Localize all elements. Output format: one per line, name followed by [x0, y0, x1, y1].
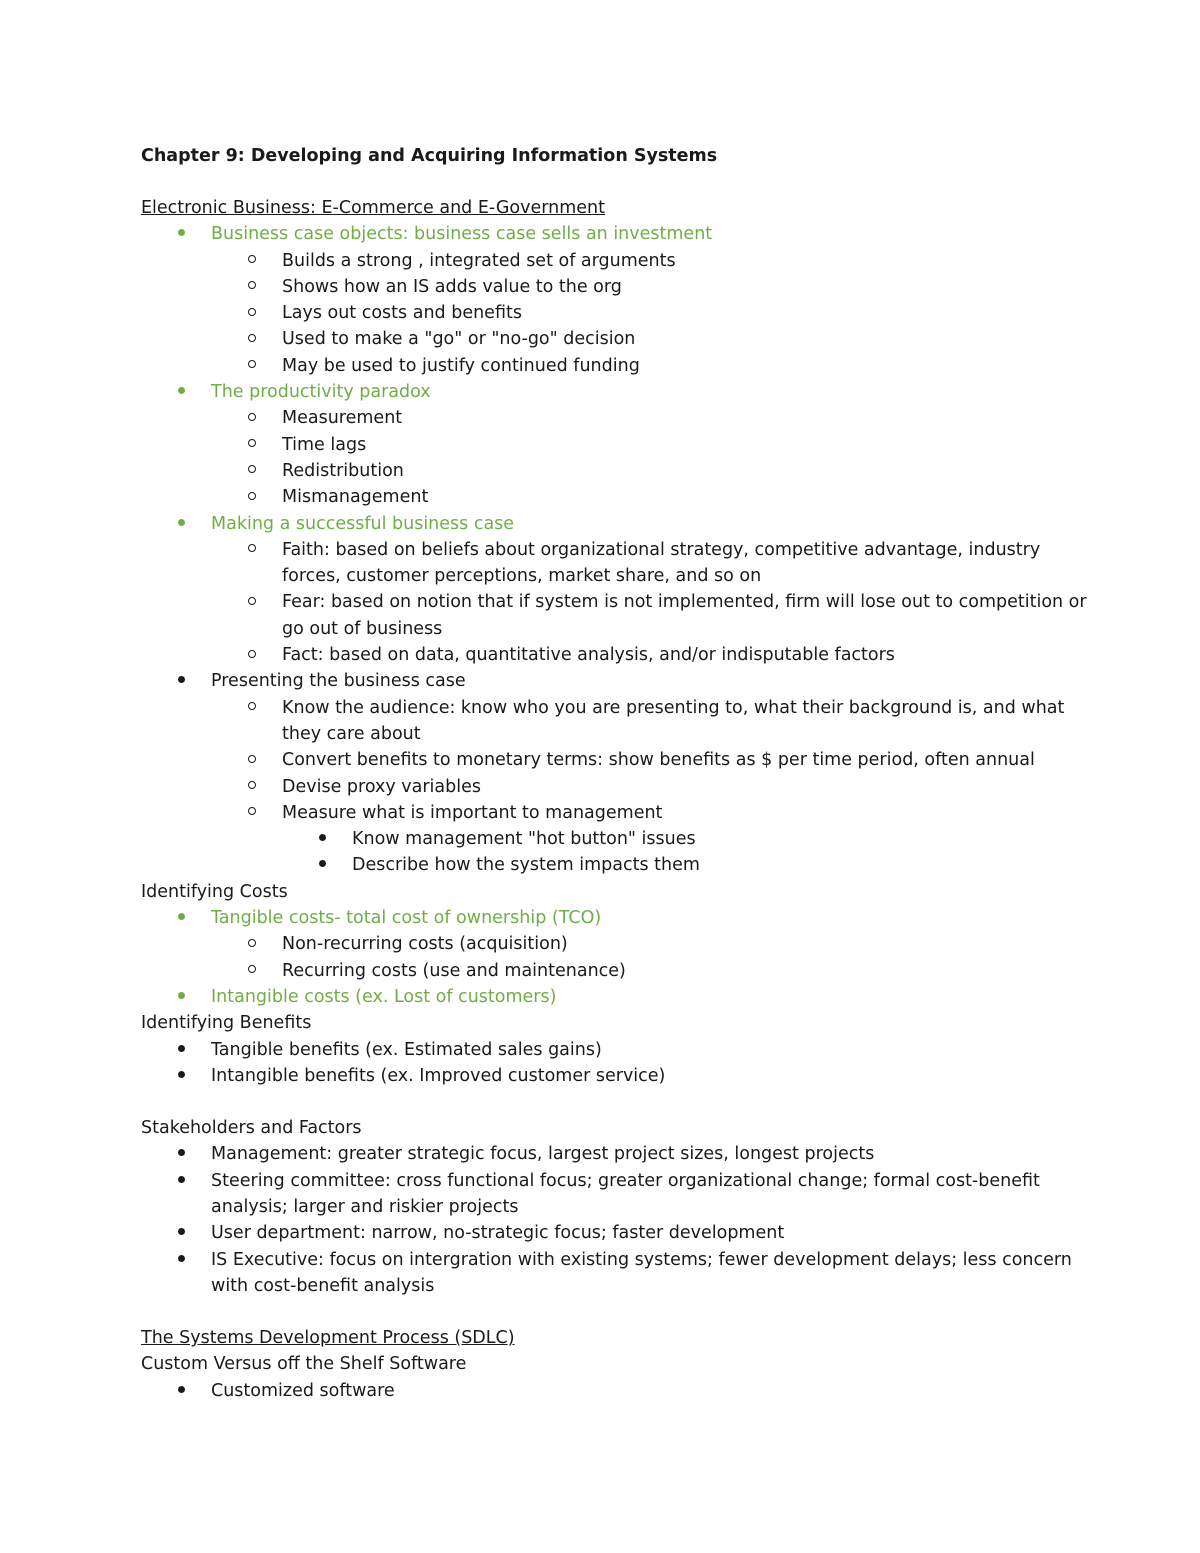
- list-item: Lays out costs and benefits: [141, 300, 1100, 326]
- bullet-icon: [171, 1063, 191, 1089]
- bullet-icon: [242, 248, 262, 274]
- list-item: Time lags: [141, 432, 1100, 458]
- list-item: The productivity paradox: [141, 379, 1100, 405]
- bullet-icon: [171, 379, 191, 405]
- ebusiness-list: [141, 221, 1100, 878]
- list-item: Business case objects: business case sells an investment: [141, 221, 1100, 247]
- stakeholders-list: [141, 1141, 1100, 1299]
- list-item: Shows how an IS adds value to the org: [141, 274, 1100, 300]
- sdlc-heading: The Systems Development Process (SDLC): [141, 1328, 515, 1349]
- list-item: User department: narrow, no-strategic focus; faster development: [141, 1220, 1100, 1246]
- bullet-icon: [312, 826, 332, 852]
- list-item: Tangible benefits (ex. Estimated sales gains): [141, 1037, 1100, 1063]
- spacer: [141, 1089, 1100, 1115]
- bullet-icon: [171, 1220, 191, 1246]
- ebusiness-heading: Electronic Business: E-Commerce and E-Government: [141, 198, 606, 218]
- bullet-icon: [242, 274, 262, 300]
- costs-list: [141, 905, 1100, 1010]
- bullet-icon: [242, 589, 262, 615]
- bullet-icon: [171, 1141, 191, 1167]
- list-item: Builds a strong , integrated set of arguments: [141, 248, 1100, 274]
- list-item: Intangible costs (ex. Lost of customers): [141, 984, 1100, 1010]
- list-item: Presenting the business case: [141, 668, 1100, 694]
- bullet-icon: [171, 1168, 191, 1194]
- bullet-icon: [242, 747, 262, 773]
- spacer: [141, 169, 1100, 195]
- bullet-icon: [171, 668, 191, 694]
- list-item: Describe how the system impacts them: [141, 852, 1100, 878]
- list-item: Measure what is important to management: [141, 800, 1100, 826]
- list-item: IS Executive: focus on intergration with existing systems; fewer development delays; less concern with cost-benefit analysis: [141, 1247, 1100, 1300]
- bullet-icon: [242, 695, 262, 721]
- list-item: May be used to justify continued funding: [141, 353, 1100, 379]
- bullet-icon: [242, 537, 262, 563]
- bullet-icon: [171, 1037, 191, 1063]
- sdlc-list: [141, 1378, 1100, 1404]
- list-item: Convert benefits to monetary terms: show benefits as $ per time period, often annual: [141, 747, 1100, 773]
- list-item: Fact: based on data, quantitative analysis, and/or indisputable factors: [141, 642, 1100, 668]
- bullet-icon: [312, 852, 332, 878]
- bullet-icon: [171, 511, 191, 537]
- bullet-icon: [242, 405, 262, 431]
- list-item: Know management "hot button" issues: [141, 826, 1100, 852]
- list-item: Steering committee: cross functional focus; greater organizational change; formal cost-benefit analysis; larger and riskier projects: [141, 1168, 1100, 1221]
- bullet-icon: [242, 958, 262, 984]
- list-item: Customized software: [141, 1378, 1100, 1404]
- list-item: Faith: based on beliefs about organizational strategy, competitive advantage, industry forces, customer perceptions, market share, and so on: [141, 537, 1100, 590]
- list-item: Making a successful business case: [141, 511, 1100, 537]
- costs-heading: Identifying Costs: [141, 881, 288, 902]
- bullet-icon: [171, 221, 191, 247]
- list-item: Intangible benefits (ex. Improved customer service): [141, 1063, 1100, 1089]
- stakeholders-heading: Stakeholders and Factors: [141, 1118, 362, 1139]
- bullet-icon: [171, 1378, 191, 1404]
- list-item: Recurring costs (use and maintenance): [141, 958, 1100, 984]
- list-item: Redistribution: [141, 458, 1100, 484]
- spacer: [141, 1299, 1100, 1325]
- bullet-icon: [242, 642, 262, 668]
- bullet-icon: [242, 800, 262, 826]
- document-title: Chapter 9: Developing and Acquiring Information Systems: [141, 146, 718, 166]
- bullet-icon: [171, 905, 191, 931]
- list-item: Devise proxy variables: [141, 774, 1100, 800]
- list-item: Management: greater strategic focus, largest project sizes, longest projects: [141, 1141, 1100, 1167]
- list-item: Measurement: [141, 405, 1100, 431]
- list-item: Mismanagement: [141, 484, 1100, 510]
- bullet-icon: [171, 984, 191, 1010]
- bullet-icon: [242, 300, 262, 326]
- list-item: Fear: based on notion that if system is not implemented, firm will lose out to competition or go out of business: [141, 589, 1100, 642]
- bullet-icon: [242, 326, 262, 352]
- bullet-icon: [171, 1247, 191, 1273]
- list-item: Tangible costs- total cost of ownership (TCO): [141, 905, 1100, 931]
- list-item: Know the audience: know who you are presenting to, what their background is, and what they care about: [141, 695, 1100, 748]
- bullet-icon: [242, 458, 262, 484]
- bullet-icon: [242, 353, 262, 379]
- bullet-icon: [242, 774, 262, 800]
- list-item: Non-recurring costs (acquisition): [141, 931, 1100, 957]
- bullet-icon: [242, 432, 262, 458]
- list-item: Used to make a "go" or "no-go" decision: [141, 326, 1100, 352]
- bullet-icon: [242, 484, 262, 510]
- sdlc-subheading: Custom Versus off the Shelf Software: [141, 1354, 467, 1375]
- benefits-list: [141, 1037, 1100, 1090]
- bullet-icon: [242, 931, 262, 957]
- benefits-heading: Identifying Benefits: [141, 1013, 312, 1034]
